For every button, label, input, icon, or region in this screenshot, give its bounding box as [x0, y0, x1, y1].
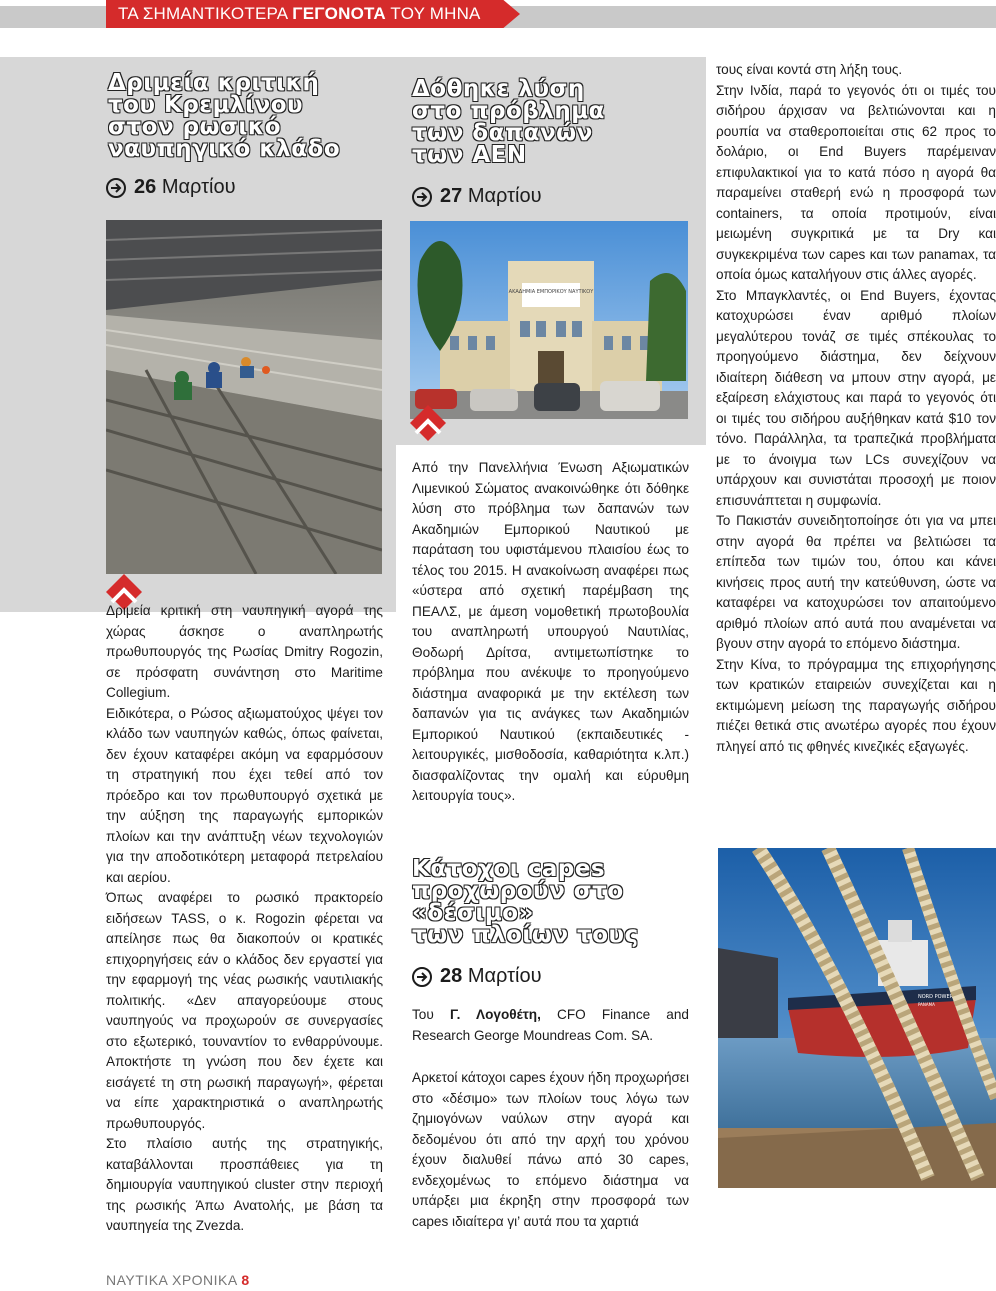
academy-building-photo	[410, 221, 688, 419]
page-footer: ΝΑΥΤΙΚΑ ΧΡΟΝΙΚΑ 8	[106, 1272, 250, 1288]
svg-text:NORD POWER: NORD POWER	[918, 994, 954, 1000]
arrow-right-icon	[412, 967, 432, 987]
article2-body: Από την Πανελλήνια Ένωση Αξιωματικών Λιμενικού Σώματος ανακοινώθηκε ότι δόθηκε λύση στο πρόβλημα των δαπανών των Ακαδημιών Εμπορικού Ναυτικού με παράταση του υφιστάμενου πλαισίου έως το τέλος του 2015. Η ανακοίνωση αναφέρει πως «ύστερα από σχετική παρέμβαση της ΠΕΑΛΣ, με άμεση νομοθετική πρωτοβουλία του αναπληρωτή υπουργού Ναυτιλίας, Θοδωρή Δρίτσα, αντιμετωπίστηκε το πρόβλημα που ανέκυψε το προηγούμενο διάστημα αναφορικά με την εκτέλεση των δαπανών για τις ανάγκες των Ακαδημιών Εμπορικού Ναυτικού (εκπαιδευτικές - λειτουργικές, μισθοδοσία, καθαριότητα κ.λπ.) διασφαλίζοντας την ομαλή και εύρυθμη λειτουργία τους».	[412, 460, 689, 803]
article2-date: 27 Μαρτίου	[412, 185, 542, 208]
svg-text:ΑΚΑΔΗΜΙΑ ΕΜΠΟΡΙΚΟΥ ΝΑΥΤΙΚΟΥ: ΑΚΑΔΗΜΙΑ ΕΜΠΟΡΙΚΟΥ ΝΑΥΤΙΚΟΥ	[508, 289, 594, 295]
section-title: ΤΑ ΣΗΜΑΝΤΙΚΟΤΕΡΑ ΓΕΓΟΝΟΤΑ ΤΟΥ ΜΗΝΑ	[118, 4, 481, 23]
article1-date: 26 Μαρτίου	[106, 176, 236, 199]
mooring-ropes-photo	[718, 848, 996, 1188]
article3-body-col3: τους είναι κοντά στη λήξη τους. Στην Ινδία, παρά το γεγονός ότι οι τιμές του σιδήρου άρχισαν να βελτιώνονται και η ρουπία να σταθεροποιείται στις 62 προς το δολάριο, οι End Buyers παρέμειναν επιφυλακτικοί για το κατά πόσο η αγορά θα παραμείνει σταθερή ενώ η προσφορά των containers, τα οποία προτιμούν, είναι μειωμένη συγκριτικά με τα Dry και συγκεκριμένα των capes και των panamax, τα οποία όμως καταλήγουν στις άλλες αγορές. Στο Μπαγκλαντές, οι End Buyers, έχοντας κατοχυρώσει έναν αριθμό πλοίων μεγαλύτερου τονάζ σε τιμές σπέκουλας το προηγούμενο διάστημα, δεν δείχνουν ιδιαίτερη διάθεση να μπουν στην αγορά, με εξαίρεση ελάχιστους και παρά το γεγονός ότι οι τιμές του σιδήρου αυξήθηκαν κατά $10 τον τόνο. Παράλληλα, τα τραπεζικά προβλήματα με το άνοιγμα των LCs συνεχίζουν να υπάρχουν και συνιστάται προσοχή με ποιον επισυνάπτεται η συμφωνία. Το Πακιστάν συνειδητοποίησε ότι για να μπει στην αγορά θα πρέπει να βελτιώσει τα επίπεδα των τιμών του, όπου και κάνει κινήσεις προς αυτή την κατεύθυνση, ώστε να καταφέρει να κατοχυρώσει τον απαιτούμενο αριθμό πλοίων από αυτά που αναμένεται να βγουν στην αγορά το επόμενο διάστημα. Στην Κίνα, το πρόγραμμα της επιχορήγησης των κρατικών εταιρειών συνεχίζεται και η εκτιμώμενη μείωση της παραγωγής σιδήρου πιέζει θετικά στις ανωτέρω αγορές που έχουν πληγεί από τις φθηνές κινεζικές εξαγωγές.	[716, 62, 996, 754]
article2-title: Δόθηκε λύση στο πρόβλημα των δαπανών των ΑΕΝ	[412, 76, 605, 168]
article1-body: Δριμεία κριτική στη ναυπηγική αγορά της χώρας άσκησε ο αναπληρωτής πρωθυπουργός της Ρωσίας Dmitry Rogozin, σε πρόσφατη συνάντηση στο Maritime Collegium. Ειδικότερα, ο Ρώσος αξιωματούχος ψέγει τον κλάδο των ναυπηγών καθώς, όπως φαίνεται, δεν έχουν καταφέρει ακόμη να εφαρμόσουν τη στρατηγική που έχει τεθεί από τον πρόεδρο και τον πρωθυπουργό σχετικά με την αύξηση της παραγωγής εμπορικών πλοίων και την ανάπτυξη νέων τεχνολογιών για την αποδοτικότερη μεταφορά πετρελαίου και αερίου. Όπως αναφέρει το ρωσικό πρακτορείο ειδήσεων TASS, ο κ. Rogozin φέρεται να απείλησε πως θα διακοπούν οι κρατικές επιχορηγήσεις εάν ο κλάδος δεν εργαστεί για την εφαρμογή της νέας ρωσικής ναυτιλιακής πολιτικής. «Δεν απαγορεύουμε στους ναυπηγούς να προχωρούν σε συνεργασίες στο εξωτερικό, τουναντίον το ενθαρρύνουμε. Αποκτήστε τη γνώση που δεν έχετε και εισάγετέ τη στη ρωσική παραγωγή», φέρεται να είπε χαρακτηριστικά ο αναπληρωτής πρωθυπουργός. Στο πλαίσιο αυτής της στρατηγικής, καταβάλλονται προσπάθειες για τη δημιουργία ναυπηγικού cluster στην περιοχή της ρωσικής Άπω Ανατολής, με βάση τα ναυπηγεία της Zvezda.	[106, 603, 383, 1233]
svg-text:PANAMA: PANAMA	[918, 1002, 935, 1007]
section-header	[0, 0, 996, 28]
article3-byline: Του Γ. Λογοθέτη, CFO Finance and Research George Moundreas Com. SA.	[412, 1007, 689, 1043]
article1-title: Δριμεία κριτική του Κρεμλίνου στον ρωσικό ναυπηγικό κλάδο	[108, 70, 341, 162]
article3-body-col2: Αρκετοί κάτοχοι capes έχουν ήδη προχωρήσει στο «δέσιμο» των πλοίων τους λόγω των ζημιογόνων ναύλων στην αγορά και δεδομένου ότι από την αρχή του χρόνου έχουν διαλυθεί πάνω από 30 capes, ενδεχομένως το επόμενο διάστημα να υπάρξει μια έκρηξη στην προσφορά των capes ιδιαίτερα γι’ αυτά που τα χαρτιά	[412, 1070, 689, 1229]
article3-title: Κάτοχοι capes προχωρούν στο «δέσιμο» των πλοίων τους	[412, 856, 639, 948]
red-chevron-icon	[410, 405, 446, 441]
arrow-right-icon	[412, 187, 432, 207]
page-number: 8	[241, 1272, 250, 1288]
shipyard-photo	[106, 220, 382, 574]
article3-date: 28 Μαρτίου	[412, 965, 542, 988]
arrow-right-icon	[106, 178, 126, 198]
